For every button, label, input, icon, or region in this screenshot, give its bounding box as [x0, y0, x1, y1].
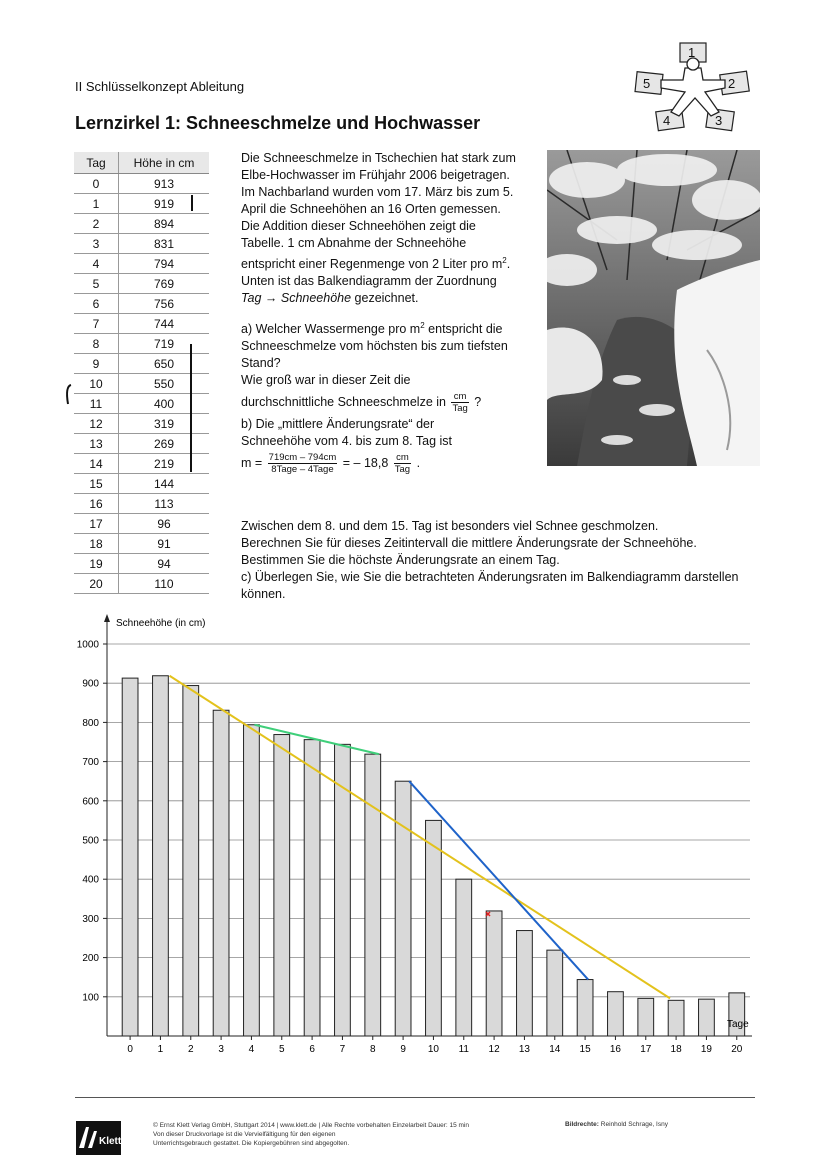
- y-tick-label: 100: [82, 992, 99, 1004]
- task-continuation: Zwischen dem 8. und dem 15. Tag ist besonders viel Schnee geschmolzen. Berechnen Sie für dieses Zeitintervall die mittlere Änderungsrate der Schneehöhe. Bestimmen Sie die höchste Änderungsrate an einem Tag. c) Überlegen Sie, wie Sie die betrachteten Änderungsraten im Balkendiagramm darstellen können.: [241, 518, 761, 603]
- snow-height-table: [74, 152, 209, 594]
- x-tick-label: 11: [458, 1044, 469, 1055]
- table-row: [74, 434, 209, 454]
- station-logo: [633, 40, 753, 132]
- intro-paragraph: Die Schneeschmelze in Tschechien hat stark zum Elbe-Hochwasser im Frühjahr 2006 beigetragen. Im Nachbarland wurden vom 17. März bis zum 5. April die Schneehöhen an 16 Orten gemessen. Die Addition dieser Schneehöhen zeigt die Tabelle. 1 cm Abnahme der Schneehöhe entspricht einer Regenmenge von 2 Liter pro $m^2$.: [241, 151, 516, 272]
- rate-formula: m = $\frac{719cm - 794cm}{\text{8Tage – 4Tage}}$ = – 18,8 $\frac{cm}{\text{Tag}}$ .: [241, 452, 421, 476]
- day-cell: 19: [74, 554, 119, 574]
- table-row: [74, 174, 209, 194]
- bar-day-13: [517, 931, 533, 1036]
- table-row: [74, 394, 209, 414]
- page-title: Lernzirkel 1: Schneeschmelze und Hochwasser: [75, 113, 481, 133]
- chapter-header: II Schlüsselkonzept Ableitung: [75, 79, 245, 94]
- x-tick-label: 0: [127, 1044, 133, 1055]
- day-cell: 8: [74, 334, 119, 354]
- x-tick-label: 8: [369, 1044, 376, 1055]
- table-row: [74, 354, 209, 374]
- table-row: [74, 534, 209, 554]
- height-cell: 96: [119, 514, 210, 534]
- station-number: 5: [643, 76, 651, 91]
- klett-logo: [76, 1121, 121, 1155]
- task-a: a) Welcher Wassermenge pro $m^2$ entspricht die Schneeschmelze vom höchsten bis zum tiefsten Stand?: [241, 321, 508, 371]
- column-header-day: Tag: [74, 152, 119, 174]
- x-tick-label: 7: [339, 1044, 346, 1055]
- bar-day-5: [274, 735, 290, 1036]
- bar-day-1: [153, 676, 169, 1036]
- day-cell: 3: [74, 234, 119, 254]
- x-tick-label: 9: [400, 1044, 406, 1055]
- pen-mark: [190, 344, 192, 472]
- bar-day-3: [213, 710, 229, 1036]
- x-tick-label: 2: [187, 1044, 194, 1055]
- day-cell: 18: [74, 534, 119, 554]
- bar-day-18: [668, 1000, 684, 1036]
- snow-height-bar-chart: [70, 612, 760, 1062]
- station-number: 4: [663, 113, 671, 128]
- height-cell: 144: [119, 474, 210, 494]
- table-row: [74, 414, 209, 434]
- x-tick-label: 16: [609, 1044, 621, 1055]
- bar-day-4: [244, 725, 260, 1036]
- day-cell: 14: [74, 454, 119, 474]
- x-tick-label: 19: [700, 1044, 712, 1055]
- x-tick-label: 15: [579, 1044, 591, 1055]
- table-row: [74, 194, 209, 214]
- task-b-line2: Schneehöhe vom 4. bis zum 8. Tag ist: [241, 434, 452, 449]
- height-cell: 831: [119, 234, 210, 254]
- day-cell: 17: [74, 514, 119, 534]
- table-row: [74, 274, 209, 294]
- table-row: [74, 234, 209, 254]
- height-cell: 269: [119, 434, 210, 454]
- bar-day-12: [486, 911, 502, 1036]
- x-axis-label: Tage: [727, 1019, 749, 1030]
- bar-day-0: [122, 678, 138, 1036]
- day-cell: 16: [74, 494, 119, 514]
- x-tick-label: 3: [218, 1044, 224, 1055]
- height-cell: 913: [119, 174, 210, 194]
- day-cell: 12: [74, 414, 119, 434]
- bar-day-14: [547, 950, 563, 1036]
- table-row: [74, 294, 209, 314]
- y-tick-label: 800: [82, 717, 99, 729]
- formula-fraction: $\frac{719cm - 794cm}{\text{8Tage – 4Tage}}$: [268, 452, 337, 476]
- height-cell: 113: [119, 494, 210, 514]
- y-tick-label: 400: [82, 874, 99, 886]
- bar-day-19: [699, 999, 715, 1036]
- day-cell: 10: [74, 374, 119, 394]
- unit-fraction: $\frac{cm}{\text{Tag}}$: [394, 452, 411, 476]
- svg-text:Klett: Klett: [99, 1136, 121, 1147]
- x-tick-label: 17: [640, 1044, 652, 1055]
- y-tick-label: 200: [82, 953, 99, 965]
- y-tick-label: 300: [82, 913, 99, 925]
- unit-fraction: $\frac{cm}{\text{Tag}}$: [452, 391, 468, 415]
- day-cell: 2: [74, 214, 119, 234]
- height-cell: 550: [119, 374, 210, 394]
- y-tick-label: 900: [82, 678, 99, 690]
- y-tick-label: 600: [82, 796, 99, 808]
- table-row: [74, 334, 209, 354]
- bar-day-8: [365, 754, 381, 1036]
- bar-day-16: [608, 992, 624, 1036]
- x-tick-label: 4: [248, 1044, 255, 1055]
- diagram-sentence: Unten ist das Balkendiagramm der Zuordnung Tag → Schneehöhe gezeichnet.: [241, 274, 497, 306]
- height-cell: 744: [119, 314, 210, 334]
- height-cell: 719: [119, 334, 210, 354]
- task-b: b) Die „mittlere Änderungsrate“ der: [241, 417, 435, 432]
- table-row: [74, 474, 209, 494]
- bar-day-9: [395, 781, 411, 1036]
- height-cell: 110: [119, 574, 210, 594]
- table-row: [74, 314, 209, 334]
- bar-day-2: [183, 686, 199, 1036]
- height-cell: 91: [119, 534, 210, 554]
- table-row: [74, 494, 209, 514]
- station-number: 1: [688, 45, 696, 60]
- day-cell: 15: [74, 474, 119, 494]
- pen-mark: [191, 195, 193, 211]
- y-axis-label: Schneehöhe (in cm): [116, 618, 206, 629]
- day-cell: 5: [74, 274, 119, 294]
- height-cell: 219: [119, 454, 210, 474]
- height-cell: 650: [119, 354, 210, 374]
- height-cell: 94: [119, 554, 210, 574]
- height-cell: 919: [119, 194, 210, 214]
- table-row: [74, 514, 209, 534]
- station-number: 2: [728, 76, 736, 91]
- pen-mark: [62, 382, 74, 408]
- day-cell: 13: [74, 434, 119, 454]
- height-cell: 400: [119, 394, 210, 414]
- column-header-height: Höhe in cm: [119, 152, 210, 174]
- x-tick-label: 18: [670, 1044, 682, 1055]
- x-tick-label: 13: [518, 1044, 530, 1055]
- bar-day-10: [426, 820, 442, 1036]
- task-text: [241, 150, 516, 475]
- x-tick-label: 6: [309, 1044, 315, 1055]
- table-row: [74, 214, 209, 234]
- table-row: [74, 254, 209, 274]
- x-tick-label: 10: [427, 1044, 439, 1055]
- table-row: [74, 574, 209, 594]
- snow-creek-photo: [547, 150, 760, 466]
- figure-icon: [661, 58, 725, 116]
- day-cell: 9: [74, 354, 119, 374]
- table-row: [74, 554, 209, 574]
- footer-divider: [75, 1097, 755, 1098]
- height-cell: 769: [119, 274, 210, 294]
- task-c: c) Überlegen Sie, wie Sie die betrachteten Änderungsraten im Balkendiagramm darstellen können.: [241, 570, 739, 601]
- day-cell: 11: [74, 394, 119, 414]
- height-cell: 894: [119, 214, 210, 234]
- day-cell: 20: [74, 574, 119, 594]
- footer-copyright: © Ernst Klett Verlag GmbH, Stuttgart 2014 | www.klett.de | Alle Rechte vorbehalten Einzelarbeit Dauer: 15 min Von dieser Druckvorlage ist die Vervielfältigung für den eigenen Unterrichtsgebrauch gestattet. Die Kopiergebühren sind abgegolten.: [153, 1122, 469, 1147]
- y-tick-label: 1000: [76, 639, 99, 651]
- y-tick-label: 500: [82, 835, 99, 847]
- x-tick-label: 20: [731, 1044, 743, 1055]
- y-axis-arrow-icon: [104, 614, 110, 622]
- day-cell: 1: [74, 194, 119, 214]
- bar-day-11: [456, 879, 472, 1036]
- task-a-question: Wie groß war in dieser Zeit die: [241, 373, 411, 388]
- height-cell: 794: [119, 254, 210, 274]
- y-tick-label: 700: [82, 757, 99, 769]
- day-cell: 4: [74, 254, 119, 274]
- x-tick-label: 1: [157, 1044, 164, 1055]
- footer-image-credit: Bildrechte: Reinhold Schrage, Isny: [565, 1121, 668, 1128]
- x-tick-label: 5: [278, 1044, 285, 1055]
- table-row: [74, 374, 209, 394]
- height-cell: 756: [119, 294, 210, 314]
- x-tick-label: 12: [488, 1044, 500, 1055]
- day-cell: 0: [74, 174, 119, 194]
- table-row: [74, 454, 209, 474]
- bar-day-17: [638, 998, 654, 1036]
- height-cell: 319: [119, 414, 210, 434]
- bar-day-6: [304, 740, 320, 1036]
- station-number: 3: [715, 113, 723, 128]
- bar-day-15: [577, 980, 593, 1036]
- day-cell: 6: [74, 294, 119, 314]
- day-cell: 7: [74, 314, 119, 334]
- x-tick-label: 14: [549, 1044, 561, 1055]
- task-a-average: durchschnittliche Schneeschmelze in $\frac{cm}{\text{Tag}}$ ?: [241, 391, 482, 415]
